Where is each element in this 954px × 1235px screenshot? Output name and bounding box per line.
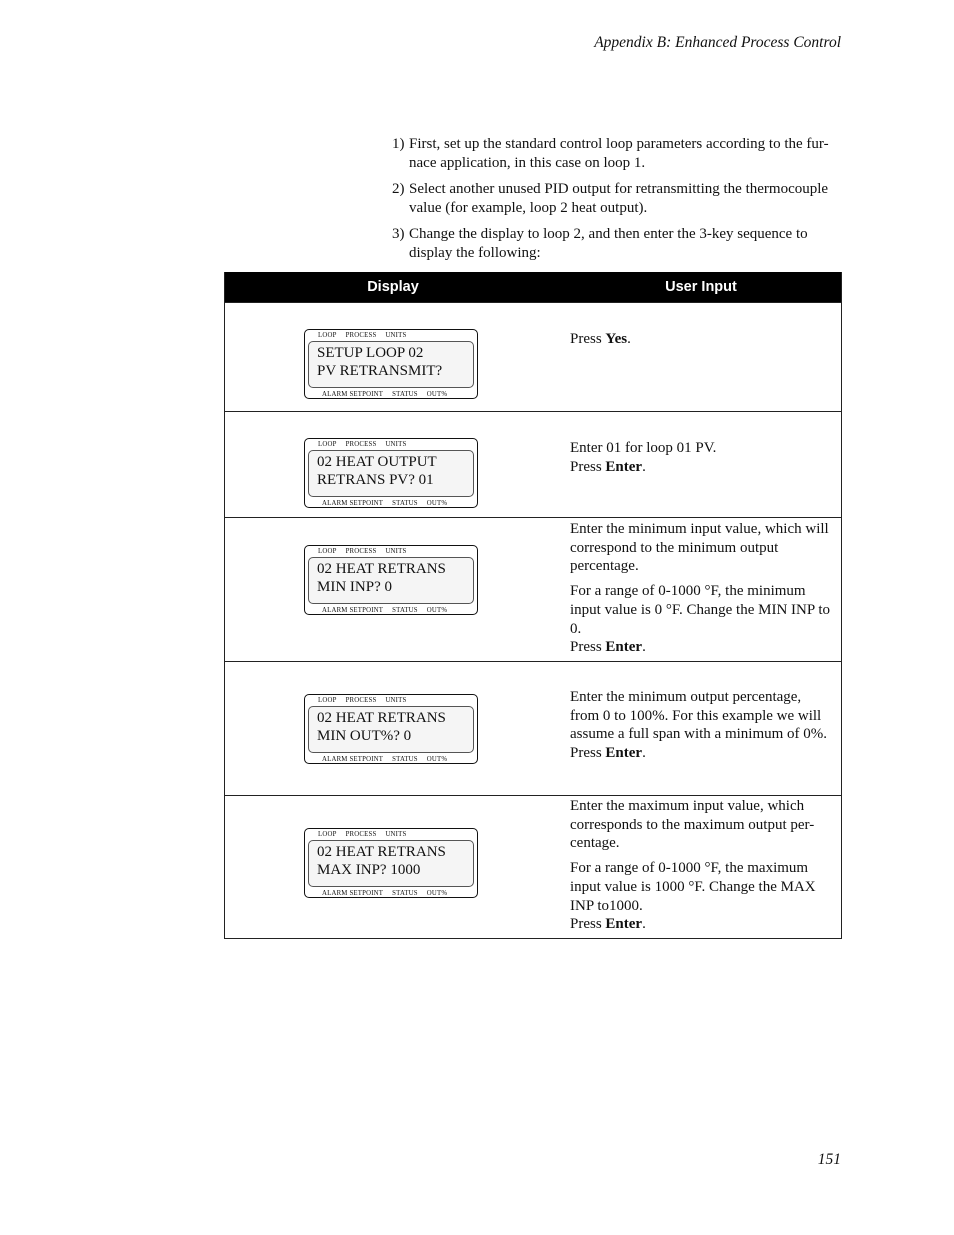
instruction-text: For a range of 0-1000 °F, the minimum input value is 0 °F. Change the MIN INP to 0. Press Enter.: [570, 583, 831, 656]
lcd-label: PROCESS: [345, 332, 377, 339]
step-number: 2): [392, 181, 405, 197]
instruction-text: Press Yes.: [570, 331, 631, 347]
lcd-screen: [308, 557, 474, 604]
lcd-screen: [308, 341, 474, 388]
lcd-top-labels: [318, 697, 415, 704]
instruction-text: Enter 01 for loop 01 PV. Press Enter.: [570, 440, 717, 475]
instruction-text: Enter the maximum input value, which corresponds to the maximum output per-centage.: [570, 798, 815, 852]
column-header-display: Display: [367, 279, 419, 295]
lcd-label: OUT%: [426, 391, 448, 398]
running-header: Appendix B: Enhanced Process Control: [594, 34, 841, 51]
lcd-label: ALARM SETPOINT: [322, 756, 384, 763]
lcd-label: PROCESS: [345, 831, 377, 838]
display-input-table: [224, 272, 842, 939]
lcd-label: STATUS: [392, 391, 418, 398]
step-text: Select another unused PID output for retransmitting the thermocouple value (for example, loop 2 heat output).: [409, 181, 829, 216]
table-row: [225, 795, 841, 938]
lcd-label: ALARM SETPOINT: [322, 391, 384, 398]
lcd-line-1: 02 HEAT RETRANS: [317, 844, 446, 860]
lcd-label: UNITS: [385, 697, 407, 704]
lcd-bottom-labels: [322, 890, 456, 897]
step-text: First, set up the standard control loop parameters according to the fur-nace application, in this case on loop 1.: [409, 136, 829, 171]
lcd-top-labels: [318, 332, 415, 339]
lcd-line-2: MIN INP? 0: [317, 579, 392, 595]
lcd-display: [304, 545, 478, 615]
step-item: [392, 180, 844, 218]
user-input-cell: [570, 330, 832, 349]
lcd-label: PROCESS: [345, 548, 377, 555]
lcd-top-labels: [318, 441, 415, 448]
user-input-cell: [570, 688, 832, 763]
lcd-display: [304, 694, 478, 764]
lcd-label: OUT%: [426, 500, 448, 507]
table-row: [225, 661, 841, 795]
lcd-label: STATUS: [392, 890, 418, 897]
lcd-label: LOOP: [318, 441, 337, 448]
table-row: [225, 411, 841, 517]
lcd-label: PROCESS: [345, 441, 377, 448]
user-input-cell: [570, 439, 832, 476]
lcd-label: LOOP: [318, 697, 337, 704]
lcd-line-2: PV RETRANSMIT?: [317, 363, 443, 379]
instruction-text: For a range of 0-1000 °F, the maximum input value is 1000 °F. Change the MAX INP to1000. Press Enter.: [570, 860, 816, 933]
lcd-bottom-labels: [322, 607, 456, 614]
lcd-label: LOOP: [318, 831, 337, 838]
lcd-bottom-labels: [322, 500, 456, 507]
lcd-label: LOOP: [318, 548, 337, 555]
lcd-label: OUT%: [426, 756, 448, 763]
lcd-label: OUT%: [426, 890, 448, 897]
user-input-cell: [570, 520, 832, 657]
lcd-label: UNITS: [385, 441, 407, 448]
lcd-display: [304, 438, 478, 508]
lcd-line-1: 02 HEAT RETRANS: [317, 561, 446, 577]
lcd-label: UNITS: [385, 332, 407, 339]
steps-list: [392, 135, 844, 270]
step-number: 1): [392, 136, 405, 152]
lcd-label: ALARM SETPOINT: [322, 890, 384, 897]
step-text: Change the display to loop 2, and then enter the 3-key sequence to display the following:: [409, 226, 808, 261]
lcd-bottom-labels: [322, 391, 456, 398]
lcd-screen: [308, 706, 474, 753]
lcd-label: OUT%: [426, 607, 448, 614]
lcd-line-1: 02 HEAT RETRANS: [317, 710, 446, 726]
user-input-cell: [570, 797, 832, 934]
column-header-user-input: User Input: [665, 279, 737, 295]
lcd-display: [304, 828, 478, 898]
page-number: 151: [817, 1151, 841, 1168]
step-number: 3): [392, 226, 405, 242]
lcd-label: LOOP: [318, 332, 337, 339]
lcd-label: ALARM SETPOINT: [322, 500, 384, 507]
step-item: [392, 225, 844, 263]
lcd-top-labels: [318, 548, 415, 555]
lcd-bottom-labels: [322, 756, 456, 763]
lcd-label: STATUS: [392, 756, 418, 763]
lcd-label: ALARM SETPOINT: [322, 607, 384, 614]
lcd-label: STATUS: [392, 500, 418, 507]
lcd-label: PROCESS: [345, 697, 377, 704]
table-row: [225, 517, 841, 661]
lcd-line-2: MIN OUT%? 0: [317, 728, 412, 744]
lcd-label: UNITS: [385, 831, 407, 838]
lcd-line-2: RETRANS PV? 01: [317, 472, 434, 488]
lcd-line-1: SETUP LOOP 02: [317, 345, 424, 361]
table-header: [225, 272, 841, 302]
lcd-line-2: MAX INP? 1000: [317, 862, 421, 878]
instruction-text: Enter the minimum input value, which will correspond to the minimum output percentage.: [570, 521, 829, 575]
lcd-screen: [308, 450, 474, 497]
lcd-top-labels: [318, 831, 415, 838]
lcd-label: STATUS: [392, 607, 418, 614]
instruction-text: Enter the minimum output percentage, from 0 to 100%. For this example we will assume a full span with a minimum of 0%. Press Enter.: [570, 689, 828, 762]
lcd-screen: [308, 840, 474, 887]
lcd-line-1: 02 HEAT OUTPUT: [317, 454, 437, 470]
lcd-label: UNITS: [385, 548, 407, 555]
lcd-display: [304, 329, 478, 399]
table-row: [225, 302, 841, 411]
step-item: [392, 135, 844, 173]
